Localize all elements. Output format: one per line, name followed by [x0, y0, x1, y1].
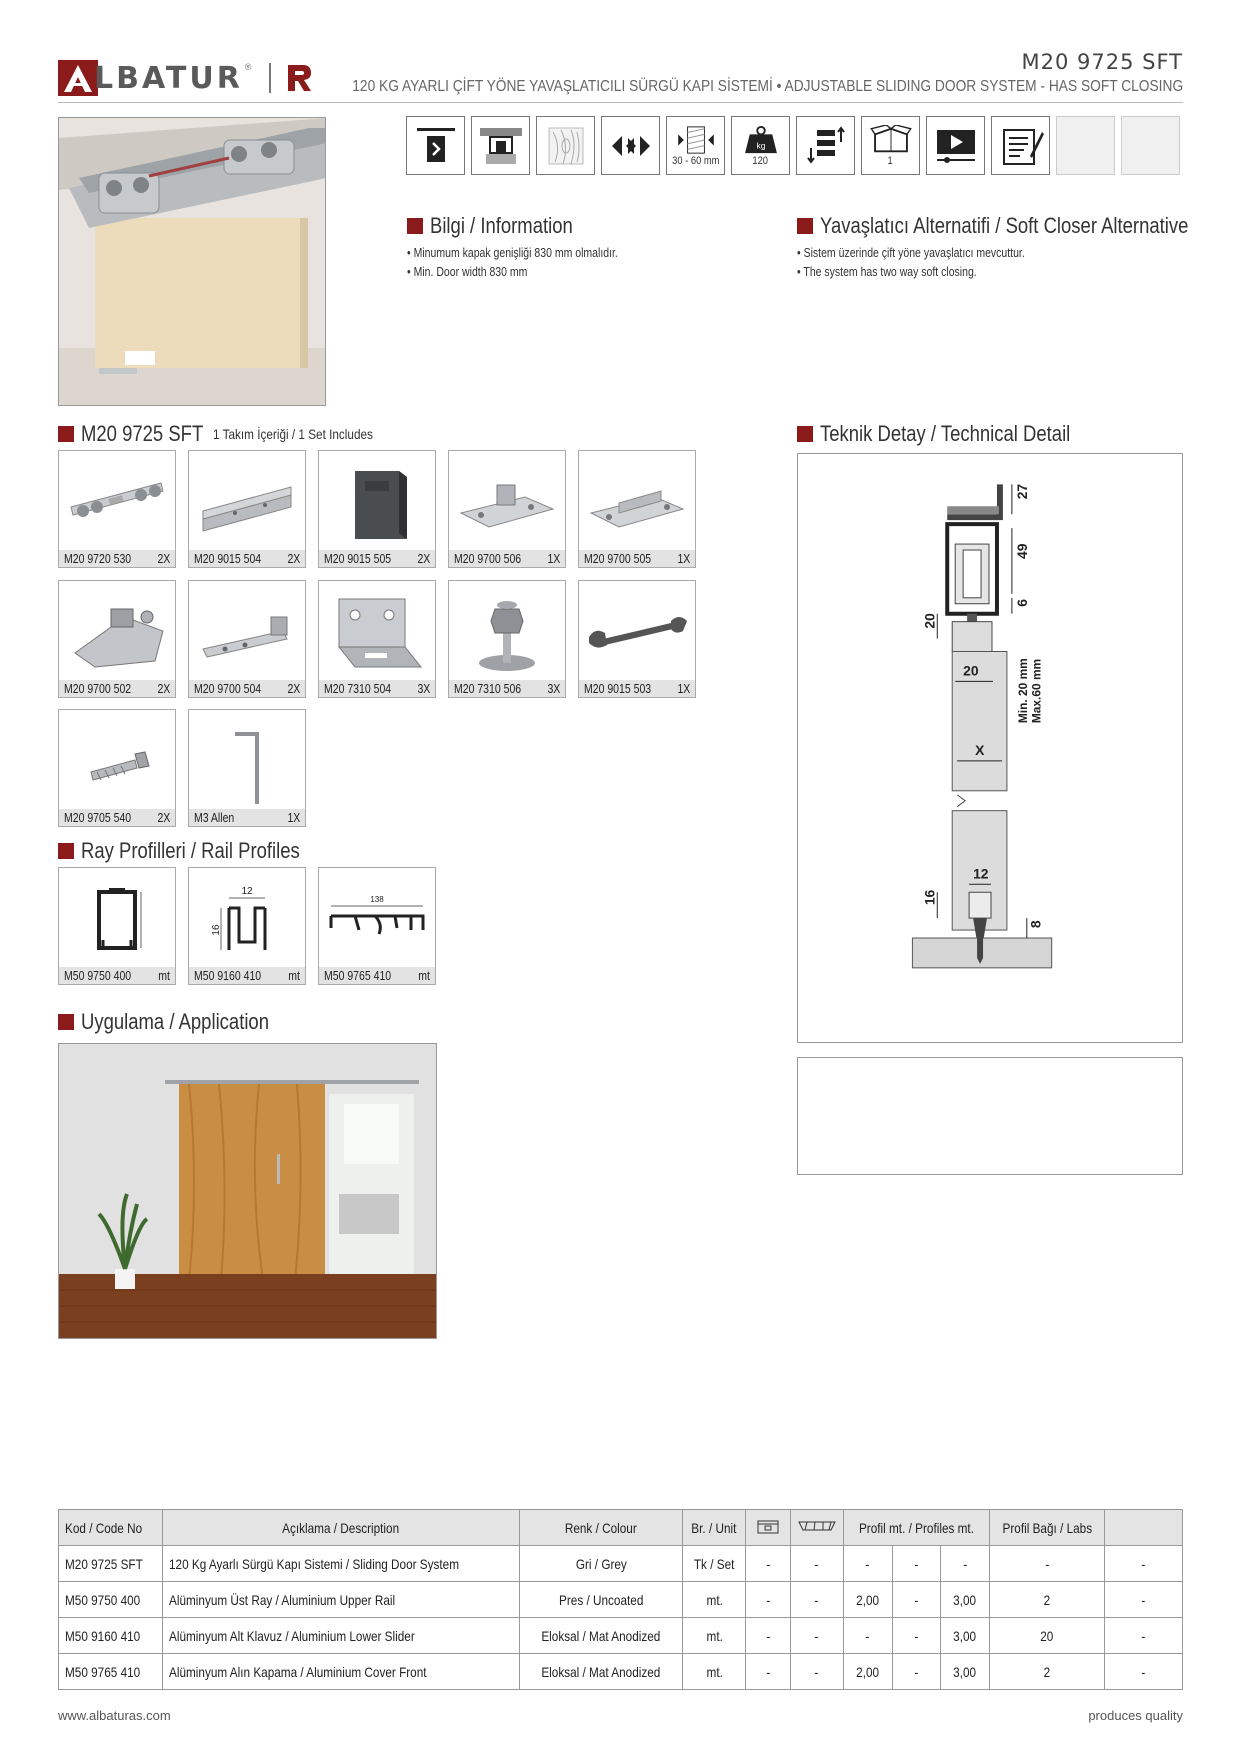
- table-cell-text: 2: [1043, 1663, 1051, 1680]
- table-cell: [892, 1654, 941, 1690]
- dim-6: 6: [1013, 599, 1030, 607]
- technical-heading: Teknik Detay / Technical Detail: [797, 421, 1118, 447]
- table-cell: [790, 1582, 843, 1618]
- dim-16: 16: [921, 889, 938, 906]
- brand-logo: [58, 58, 313, 98]
- table-cell-text: -: [914, 1627, 919, 1644]
- table-cell: [1105, 1582, 1183, 1618]
- table-row: [59, 1582, 1183, 1618]
- part-code: M20 9700 505: [584, 551, 652, 566]
- rail-unit: mt: [418, 968, 430, 983]
- heading-marker: [797, 426, 813, 442]
- info-list: [407, 244, 618, 282]
- soft-closer-line: • The system has two way soft closing.: [797, 265, 977, 279]
- albatur-a-icon: [58, 60, 98, 96]
- part-code: M20 9700 504: [194, 681, 262, 696]
- table-cell: [941, 1582, 990, 1618]
- table-cell: [1105, 1618, 1183, 1654]
- table-cell-text: -: [1141, 1663, 1146, 1680]
- table-cell: [59, 1582, 163, 1618]
- product-code-title: M20 9725 SFT: [1021, 50, 1183, 74]
- table-cell: [59, 1546, 163, 1582]
- dim-20-horizontal: 20: [963, 662, 979, 679]
- table-cell-text: Eloksal / Mat Anodized: [541, 1663, 661, 1680]
- table-cell-text: Alüminyum Üst Ray / Aluminium Upper Rail: [169, 1591, 396, 1608]
- table-cell: [1105, 1546, 1183, 1582]
- wood-door-icon: [536, 116, 595, 175]
- table-cell: [519, 1546, 683, 1582]
- heading-marker: [58, 426, 74, 442]
- footer-website[interactable]: www.albaturas.com: [58, 1708, 171, 1723]
- dim-8: 8: [1027, 920, 1044, 929]
- table-cell: [163, 1546, 519, 1582]
- door-thickness-icon: [666, 116, 725, 175]
- application-heading: Uygulama / Application: [58, 1009, 305, 1035]
- table-cell: [59, 1618, 163, 1654]
- part-qty: 2X: [157, 551, 170, 566]
- col-unit: Br. / Unit: [683, 1510, 746, 1546]
- part-tile: [318, 450, 436, 568]
- table-cell-text: mt.: [706, 1663, 723, 1680]
- table-cell-text: 2: [1043, 1591, 1051, 1608]
- weight-badge: kg: [756, 139, 765, 150]
- table-row: [59, 1654, 1183, 1690]
- table-cell-text: -: [765, 1591, 770, 1608]
- table-cell: [746, 1582, 791, 1618]
- blank-icon-slot: [1056, 116, 1115, 175]
- table-cell: [989, 1654, 1105, 1690]
- video-icon: [926, 116, 985, 175]
- height-adjust-icon: [796, 116, 855, 175]
- part-code: M3 Allen: [194, 810, 235, 825]
- table-cell: [746, 1618, 791, 1654]
- table-cell: [892, 1546, 941, 1582]
- part-qty: 2X: [417, 551, 430, 566]
- table-cell-text: 3,00: [953, 1627, 977, 1644]
- part-qty: 1X: [677, 551, 690, 566]
- rail-tile: [58, 867, 176, 985]
- part-code: M20 7310 504: [324, 681, 392, 696]
- rail-code: M50 9750 400: [64, 968, 132, 983]
- weight-icon: [731, 116, 790, 175]
- header-divider: [58, 102, 1183, 103]
- part-code: M20 9700 502: [64, 681, 132, 696]
- info-line: • Min. Door width 830 mm: [407, 265, 528, 279]
- table-cell: [843, 1654, 892, 1690]
- rail-tile: [318, 867, 436, 985]
- table-cell: [790, 1654, 843, 1690]
- part-qty: 1X: [677, 681, 690, 696]
- part-tile: [188, 580, 306, 698]
- table-cell: [989, 1618, 1105, 1654]
- part-qty: 1X: [287, 810, 300, 825]
- table-cell-text: -: [914, 1555, 919, 1572]
- dim-20-vertical: 20: [921, 613, 938, 629]
- rail-dim: 16: [211, 924, 222, 936]
- footer-tagline: produces quality: [1088, 1708, 1183, 1723]
- table-cell: [683, 1582, 746, 1618]
- document-icon: [991, 116, 1050, 175]
- part-code: M20 9705 540: [64, 810, 132, 825]
- heading-marker: [407, 218, 423, 234]
- table-cell-text: mt.: [706, 1627, 723, 1644]
- table-cell-text: 3,00: [953, 1663, 977, 1680]
- door-thickness-caption: 30 - 60 mm: [671, 154, 720, 167]
- table-cell-text: Alüminyum Alın Kapama / Aluminium Cover Front: [169, 1663, 427, 1680]
- part-code: M20 7310 506: [454, 681, 522, 696]
- part-qty: 2X: [157, 681, 170, 696]
- dim-max: Max.60 mm: [1029, 658, 1044, 724]
- table-cell-text: -: [765, 1663, 770, 1680]
- table-cell: [519, 1618, 683, 1654]
- table-cell-text: -: [765, 1627, 770, 1644]
- r-mark-icon: [285, 63, 313, 93]
- table-cell: [746, 1654, 791, 1690]
- rail-code: M50 9160 410: [194, 968, 262, 983]
- rail-code: M50 9765 410: [324, 968, 392, 983]
- table-cell-text: -: [1141, 1627, 1146, 1644]
- table-cell-text: 2,00: [856, 1663, 880, 1680]
- registered-mark: ®: [244, 62, 252, 72]
- part-tile: [578, 580, 696, 698]
- col-blank: [1105, 1510, 1183, 1546]
- table-cell-text: 3,00: [953, 1591, 977, 1608]
- table-cell: [892, 1618, 941, 1654]
- table-cell-text: 20: [1040, 1627, 1054, 1644]
- part-code: M20 9015 504: [194, 551, 262, 566]
- dim-x: X: [975, 741, 985, 758]
- table-cell: [941, 1618, 990, 1654]
- table-cell: [683, 1546, 746, 1582]
- table-cell: [843, 1546, 892, 1582]
- col-labs: Profil Bağı / Labs: [989, 1510, 1105, 1546]
- table-cell: [683, 1654, 746, 1690]
- package-icon: [861, 116, 920, 175]
- table-cell: [941, 1654, 990, 1690]
- table-cell: [163, 1618, 519, 1654]
- package-caption: 1: [887, 154, 894, 167]
- table-cell-text: -: [914, 1663, 919, 1680]
- table-cell-text: 2,00: [856, 1591, 880, 1608]
- dim-12: 12: [973, 865, 989, 882]
- rail-dim: 12: [241, 886, 253, 897]
- table-cell: [989, 1582, 1105, 1618]
- table-cell-text: -: [1045, 1555, 1050, 1572]
- table-cell-text: mt.: [706, 1591, 723, 1608]
- set-heading: M20 9725 SFT 1 Takım İçeriği / 1 Set Includes: [58, 421, 403, 447]
- technical-drawing: [797, 453, 1183, 1043]
- part-tile: [448, 450, 566, 568]
- dim-min: Min. 20 mm: [1015, 658, 1030, 724]
- heading-marker: [58, 1014, 74, 1030]
- soft-closer-heading: Yavaşlatıcı Alternatifi / Soft Closer Alternative: [797, 213, 1241, 239]
- two-way-icon: [601, 116, 660, 175]
- table-cell-text: M50 9765 410: [65, 1663, 141, 1680]
- table-cell-text: -: [814, 1591, 819, 1608]
- table-cell-text: -: [765, 1555, 770, 1572]
- table-cell: [163, 1582, 519, 1618]
- table-cell: [941, 1546, 990, 1582]
- table-cell-text: -: [865, 1627, 870, 1644]
- soft-closer-list: [797, 244, 1025, 282]
- table-cell-text: Tk / Set: [694, 1555, 735, 1572]
- rail-tile: [188, 867, 306, 985]
- table-cell-text: -: [814, 1627, 819, 1644]
- product-subtitle: 120 KG AYARLI ÇİFT YÖNE YAVAŞLATICILI SÜRGÜ KAPI SİSTEMİ • ADJUSTABLE SLIDING DOOR SYSTEM - HAS SOFT CLOSING: [352, 78, 1183, 95]
- table-cell-text: Alüminyum Alt Klavuz / Aluminium Lower Slider: [169, 1627, 416, 1644]
- part-tile: [58, 709, 176, 827]
- table-cell-text: Eloksal / Mat Anodized: [541, 1627, 661, 1644]
- brand-name: LBATUR: [94, 60, 243, 96]
- table-header-row: [59, 1510, 1183, 1546]
- table-cell-text: -: [1141, 1591, 1146, 1608]
- col-box-icon: [746, 1510, 791, 1546]
- blank-icon-slot: [1121, 116, 1180, 175]
- col-pallet-icon: [790, 1510, 843, 1546]
- col-colour: Renk / Colour: [519, 1510, 683, 1546]
- part-qty: 3X: [547, 681, 560, 696]
- soft-closer-line: • Sistem üzerinde çift yöne yavaşlatıcı mevcuttur.: [797, 246, 1025, 260]
- table-cell: [843, 1582, 892, 1618]
- part-code: M20 9015 505: [324, 551, 392, 566]
- weight-caption: 120: [752, 154, 769, 167]
- table-cell-text: -: [1141, 1555, 1146, 1572]
- table-cell-text: 120 Kg Ayarlı Sürgü Kapı Sistemi / Sliding Door System: [169, 1555, 460, 1572]
- rail-dim: 138: [370, 895, 384, 904]
- part-qty: 1X: [547, 551, 560, 566]
- part-qty: 2X: [287, 551, 300, 566]
- table-cell-text: -: [963, 1555, 967, 1572]
- part-tile: [448, 580, 566, 698]
- rail-unit: mt: [158, 968, 170, 983]
- col-profiles: Profil mt. / Profiles mt.: [843, 1510, 989, 1546]
- part-tile: [578, 450, 696, 568]
- table-row: [59, 1546, 1183, 1582]
- part-qty: 3X: [417, 681, 430, 696]
- part-tile: [58, 580, 176, 698]
- slide-direction-icon: [406, 116, 465, 175]
- heading-marker: [58, 843, 74, 859]
- part-tile: [318, 580, 436, 698]
- col-code: Kod / Code No: [59, 1510, 163, 1546]
- info-line: • Minumum kapak genişliği 830 mm olmalıdır.: [407, 246, 618, 260]
- table-cell: [746, 1546, 791, 1582]
- dim-27: 27: [1013, 483, 1030, 500]
- heading-marker: [797, 218, 813, 234]
- wall-mount-icon: [471, 116, 530, 175]
- table-cell: [519, 1582, 683, 1618]
- info-heading: Bilgi / Information: [407, 213, 600, 239]
- table-cell-text: -: [914, 1591, 919, 1608]
- table-cell: [892, 1582, 941, 1618]
- part-tile: [188, 709, 306, 827]
- col-description: Açıklama / Description: [163, 1510, 519, 1546]
- dim-49: 49: [1013, 543, 1030, 559]
- pallet-icon: [797, 1518, 837, 1534]
- table-cell-text: M50 9160 410: [65, 1627, 141, 1644]
- table-cell: [163, 1654, 519, 1690]
- table-cell: [843, 1618, 892, 1654]
- rails-heading: Ray Profilleri / Rail Profiles: [58, 838, 341, 864]
- rail-unit: mt: [288, 968, 300, 983]
- part-tile: [188, 450, 306, 568]
- table-cell: [989, 1546, 1105, 1582]
- table-cell: [790, 1618, 843, 1654]
- table-cell: [1105, 1654, 1183, 1690]
- table-cell-text: Gri / Grey: [575, 1555, 627, 1572]
- empty-panel: [797, 1057, 1183, 1175]
- part-code: M20 9015 503: [584, 681, 652, 696]
- part-code: M20 9720 530: [64, 551, 132, 566]
- part-code: M20 9700 506: [454, 551, 522, 566]
- table-cell: [790, 1546, 843, 1582]
- table-cell-text: -: [814, 1663, 819, 1680]
- table-cell-text: M20 9725 SFT: [65, 1555, 143, 1572]
- table-cell: [519, 1654, 683, 1690]
- spec-table: [58, 1509, 1183, 1690]
- logo-separator: [269, 63, 271, 93]
- part-qty: 2X: [287, 681, 300, 696]
- application-image: [58, 1043, 437, 1339]
- product-main-image: [58, 117, 326, 406]
- part-qty: 2X: [157, 810, 170, 825]
- table-cell: [59, 1654, 163, 1690]
- table-cell: [683, 1618, 746, 1654]
- table-cell-text: -: [865, 1555, 870, 1572]
- table-cell-text: -: [814, 1555, 819, 1572]
- table-cell-text: Pres / Uncoated: [558, 1591, 644, 1608]
- table-cell-text: M50 9750 400: [65, 1591, 141, 1608]
- table-row: [59, 1618, 1183, 1654]
- part-tile: [58, 450, 176, 568]
- box-icon: [757, 1518, 779, 1534]
